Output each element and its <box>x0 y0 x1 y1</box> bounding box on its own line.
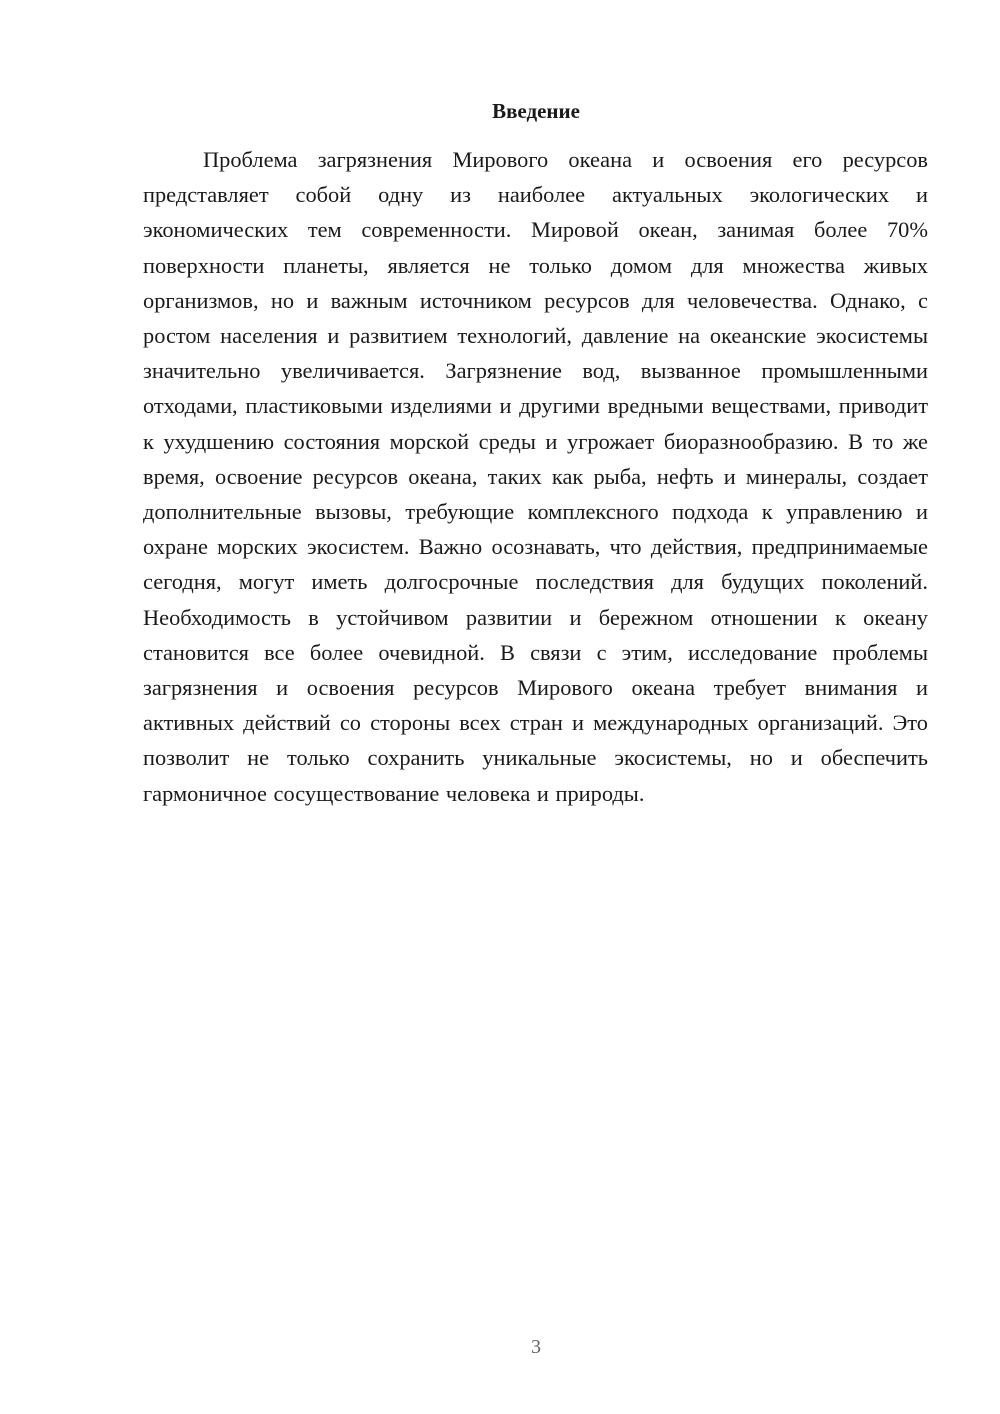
page-number: 3 <box>531 1336 541 1358</box>
body-paragraph: Проблема загрязнения Мирового океана и освоения его ресурсов представляет собой одну из наиболее актуальных экологических и экономических тем современности. Мировой океан, занимая более 70% поверхности планеты, является не только домом для множества живых организмов, но и важным источником ресурсов для человечества. Однако, с ростом населения и развитием технологий, давление на океанские экосистемы значительно увеличивается. Загрязнение вод, вызванное промышленными отходами, пластиковыми изделиями и другими вредными веществами, приводит к ухудшению состояния морской среды и угрожает биоразнообразию. В то же время, освоение ресурсов океана, таких как рыба, нефть и минералы, создает дополнительные вызовы, требующие комплексного подхода к управлению и охране морских экосистем. Важно осознавать, что действия, предпринимаемые сегодня, могут иметь долгосрочные последствия для будущих поколений. Необходимость в устойчивом развитии и бережном отношении к океану становится все более очевидной. В связи с этим, исследование проблемы загрязнения и освоения ресурсов Мирового океана требует внимания и активных действий со стороны всех стран и международных организаций. Это позволит не только сохранить уникальные экосистемы, но и обеспечить гармоничное сосуществование человека и природы. <box>143 147 928 806</box>
section-heading: Введение <box>492 99 580 123</box>
